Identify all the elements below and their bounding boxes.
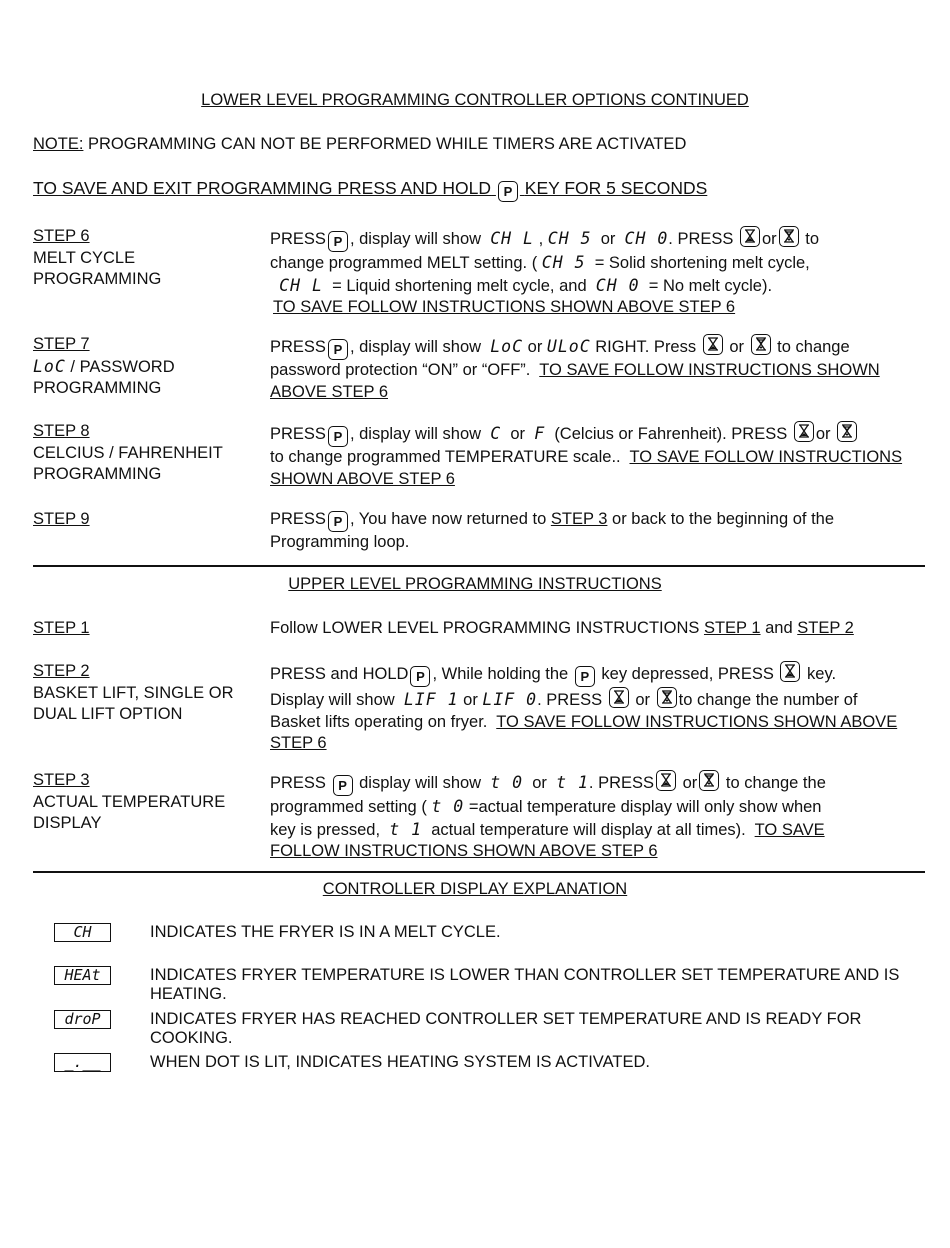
text: (Celcius or Fahrenheit). PRESS (554, 425, 788, 443)
text: PRESS (270, 338, 326, 356)
step8-label: STEP 8 (33, 422, 90, 440)
text: DISPLAY (33, 814, 102, 832)
text: or (510, 425, 526, 443)
text: STEP 2 (797, 619, 854, 637)
text: key is pressed, (270, 820, 381, 839)
save-line-a: TO SAVE AND EXIT PROGRAMMING PRESS AND HOLD (33, 178, 492, 198)
step7-subtitle: PROGRAMMING (33, 379, 162, 397)
display-code-drop: droP (54, 1010, 111, 1029)
text: ABOVE STEP 6 (270, 382, 388, 401)
step8-body (270, 421, 910, 490)
text: or (815, 425, 831, 443)
hourglass-up-icon (740, 226, 760, 247)
hourglass-up-icon (780, 661, 800, 682)
text: , display will show (349, 338, 482, 356)
text: STEP 3 (33, 771, 90, 789)
text: actual temperature will display at all times). (431, 820, 746, 839)
text: PRESS (270, 510, 326, 528)
display-code-dot: _.__ (54, 1053, 111, 1072)
code-lif1: LIF 1 (403, 690, 459, 709)
code-t0: t 0 (431, 797, 465, 816)
step9-label-block (33, 509, 253, 531)
text: PRESS (270, 230, 326, 248)
text: SHOWN ABOVE STEP 6 (270, 469, 455, 488)
text: =actual temperature display will only show when (468, 798, 822, 816)
code-uloc: ULoC (546, 337, 591, 356)
text: TO SAVE FOLLOW INSTRUCTIONS SHOWN (539, 361, 880, 379)
upper-step3-label-block (33, 770, 253, 835)
text: Display will show (270, 691, 395, 709)
text: key. (807, 665, 837, 683)
text: BASKET LIFT, SINGLE OR (33, 683, 234, 702)
text: , display will show (349, 425, 482, 443)
text: or (527, 338, 543, 356)
upper-step3-body (270, 770, 910, 863)
display-code-heat: HEAt (54, 966, 111, 985)
text: STEP 1 (33, 619, 90, 637)
text: . PRESS (668, 230, 734, 248)
note-text: PROGRAMMING CAN NOT BE PERFORMED WHILE TIMERS ARE ACTIVATED (83, 135, 687, 153)
text: to change (777, 338, 850, 356)
hourglass-down-icon (779, 226, 799, 247)
text: STEP 1 (703, 619, 761, 637)
text: Basket lifts operating on fryer. (270, 712, 488, 731)
code-ch0: CH 0 (624, 229, 669, 248)
text: = Solid shortening melt cycle, (594, 254, 810, 272)
text: = No melt cycle). (648, 276, 773, 295)
text: STEP 6 (270, 734, 327, 752)
text: , You have now returned to (349, 510, 547, 528)
text: RIGHT. Press (595, 338, 697, 356)
text: TO SAVE (754, 820, 825, 839)
code-chl: CH L (490, 229, 534, 248)
code-ch5: CH 5 (541, 253, 586, 272)
text: or (729, 338, 744, 356)
text: to change programmed TEMPERATURE scale.. (270, 448, 621, 466)
text: or (532, 774, 547, 792)
display-title: CONTROLLER DISPLAY EXPLANATION (322, 880, 628, 898)
upper-step2-body (270, 661, 910, 755)
code-loc: LoC (490, 337, 524, 356)
text: Programming loop. (270, 533, 410, 551)
text: / PASSWORD (70, 357, 175, 376)
text: ACTUAL TEMPERATURE (33, 792, 226, 811)
save-exit-instruction (33, 178, 707, 202)
step6-subtitle: MELT CYCLE (33, 248, 136, 267)
text: STEP 3 (550, 510, 608, 528)
text: programmed setting ( (270, 798, 427, 816)
divider (33, 871, 925, 873)
hourglass-up-icon (656, 770, 676, 791)
upper-step1-label-block (33, 618, 253, 640)
text: . PRESS (588, 774, 655, 792)
text: to (805, 230, 820, 248)
page-title: LOWER LEVEL PROGRAMMING CONTROLLER OPTIONS CONTINUED (201, 91, 749, 109)
p-key-icon: P (575, 666, 595, 687)
text: , While holding the (432, 665, 569, 683)
text: PRESS and HOLD (270, 665, 409, 683)
text: DUAL LIFT OPTION (33, 705, 183, 723)
text: to change the (725, 774, 826, 792)
step7-body (270, 334, 910, 403)
text: key depressed, PRESS (601, 665, 774, 683)
hourglass-down-icon (699, 770, 719, 791)
p-key-icon: P (410, 666, 430, 687)
code-lif0: LIF 0 (482, 690, 538, 709)
code-f: F (534, 424, 546, 443)
code-t1: t 1 (389, 819, 423, 839)
display-desc: INDICATES THE FRYER IS IN A MELT CYCLE. (150, 923, 501, 941)
display-desc: WHEN DOT IS LIT, INDICATES HEATING SYSTEM IS ACTIVATED. (150, 1053, 650, 1071)
p-key-icon: P (328, 426, 348, 447)
step6-label-block (33, 226, 253, 291)
hourglass-down-icon (657, 687, 677, 708)
step7-label-block (33, 334, 253, 400)
step9-body (270, 509, 910, 554)
step8-label-block (33, 421, 253, 486)
text: = Liquid shortening melt cycle, and (332, 276, 587, 295)
text: or (600, 230, 616, 248)
text: change programmed MELT setting. ( (270, 254, 538, 272)
display-desc: INDICATES FRYER HAS REACHED CONTROLLER SET TEMPERATURE AND IS READY FOR COOKING. (150, 1010, 862, 1047)
p-key-icon: P (333, 775, 353, 796)
step6-subtitle2: PROGRAMMING (33, 270, 162, 288)
divider (33, 565, 925, 567)
p-key-icon: P (328, 339, 348, 360)
step6-body (270, 226, 910, 319)
text: to change the number of (678, 691, 858, 709)
text: FOLLOW INSTRUCTIONS SHOWN ABOVE STEP 6 (270, 842, 658, 860)
p-key-icon: P (498, 181, 518, 202)
hourglass-up-icon (703, 334, 723, 355)
text: , (538, 230, 544, 248)
code-t1: t 1 (556, 773, 589, 792)
code-ch0: CH 0 (595, 275, 640, 295)
step9-label: STEP 9 (33, 510, 90, 528)
text: STEP 2 (33, 662, 90, 680)
text: and (765, 619, 793, 637)
display-desc: INDICATES FRYER TEMPERATURE IS LOWER THAN CONTROLLER SET TEMPERATURE AND IS HEATING. (150, 966, 900, 1003)
display-code-ch: CH (54, 923, 111, 942)
hourglass-up-icon (794, 421, 814, 442)
note (33, 135, 686, 154)
text: CELCIUS / FAHRENHEIT (33, 443, 223, 462)
step7-label: STEP 7 (33, 335, 90, 353)
code-loc: LoC (33, 356, 66, 376)
text: password protection “ON” or “OFF”. (270, 361, 531, 379)
code-chl: CH L (279, 275, 323, 295)
text: or (682, 774, 698, 792)
code-c: C (490, 424, 502, 443)
hourglass-down-icon (837, 421, 857, 442)
upper-step1-body (270, 618, 910, 640)
p-key-icon: P (328, 511, 348, 532)
code-t0: t 0 (490, 773, 524, 792)
step6-save: TO SAVE FOLLOW INSTRUCTIONS SHOWN ABOVE STEP 6 (273, 298, 736, 316)
hourglass-up-icon (609, 687, 629, 708)
code-ch5: CH 5 (547, 229, 592, 248)
text: or back to the beginning of the (612, 510, 835, 528)
text: TO SAVE FOLLOW INSTRUCTIONS (629, 448, 903, 466)
text: or (762, 230, 777, 248)
hourglass-down-icon (751, 334, 771, 355)
upper-step2-label-block (33, 661, 253, 726)
text: display will show (359, 774, 482, 792)
step6-label: STEP 6 (33, 227, 90, 245)
text: , display will show (349, 230, 482, 248)
text: PROGRAMMING (33, 465, 162, 483)
text: or (463, 691, 478, 709)
text: PRESS (270, 774, 326, 792)
p-key-icon: P (328, 231, 348, 252)
upper-title: UPPER LEVEL PROGRAMMING INSTRUCTIONS (288, 575, 662, 593)
note-label: NOTE: (33, 135, 84, 153)
text: . PRESS (537, 691, 603, 709)
text: Follow LOWER LEVEL PROGRAMMING INSTRUCTIONS (270, 619, 700, 637)
save-line-b: KEY FOR 5 SECONDS (524, 178, 708, 198)
text: or (635, 691, 651, 709)
text: TO SAVE FOLLOW INSTRUCTIONS SHOWN ABOVE (496, 712, 898, 731)
text: PRESS (270, 425, 326, 443)
